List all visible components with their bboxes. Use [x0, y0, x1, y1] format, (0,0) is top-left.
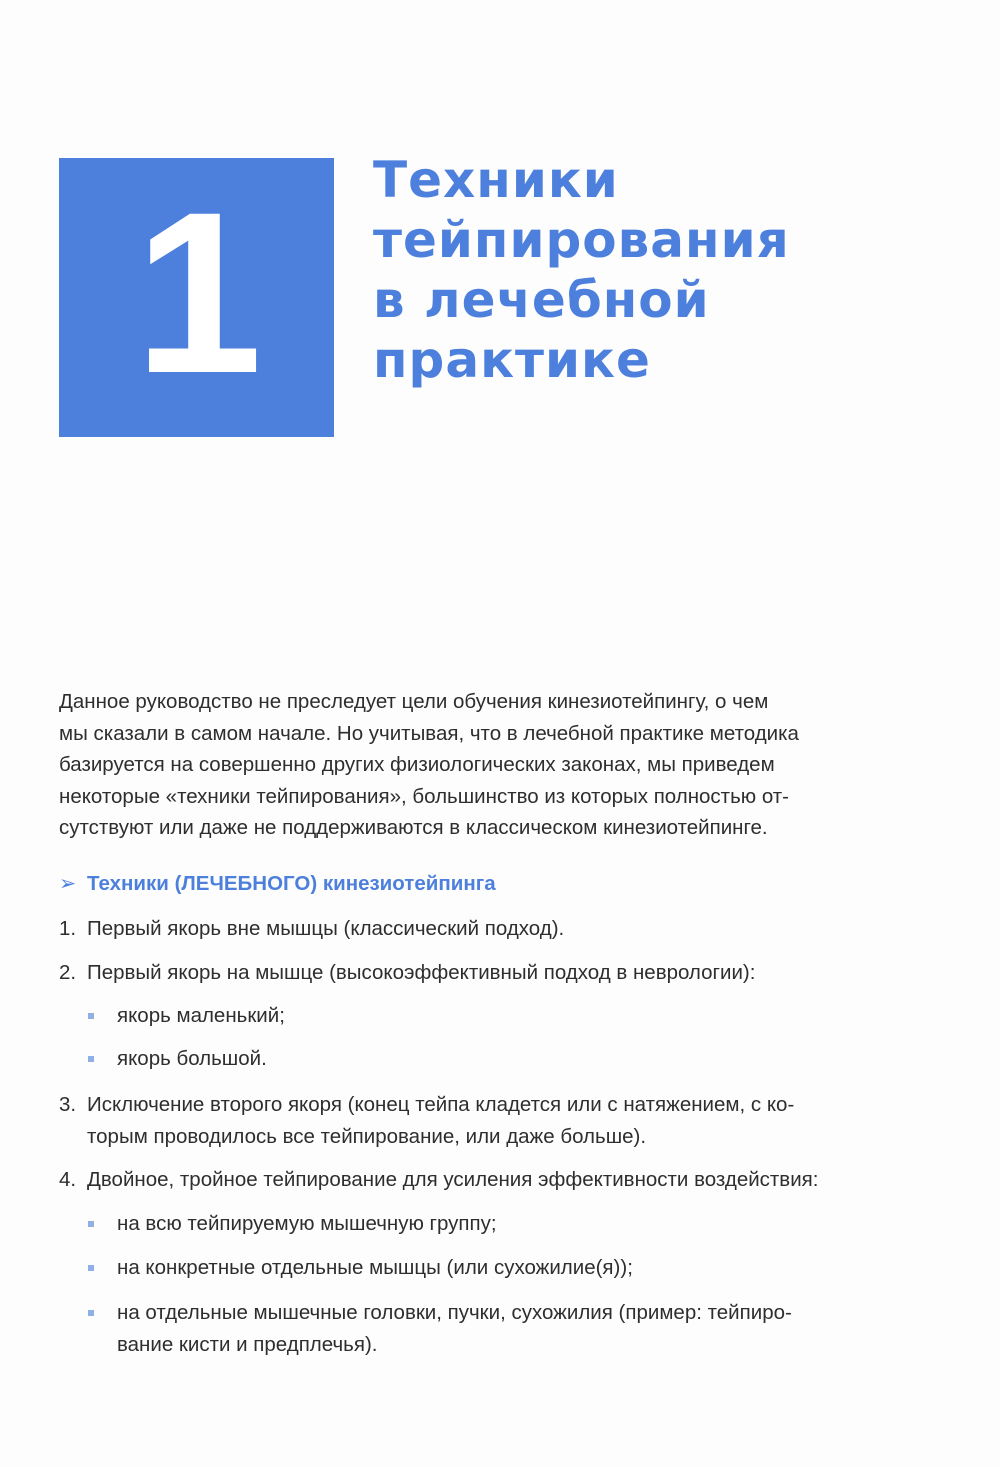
list-item-3: [59, 1089, 868, 1153]
intro-line: мы сказали в самом начале. Но учитывая, что в лечебной практике методика: [59, 721, 799, 745]
bullet-line: на отдельные мышечные головки, пучки, сухожилия (пример: тейпиро-: [117, 1301, 792, 1324]
intro-line: базируется на совершенно других физиологических законах, мы приведем: [59, 753, 775, 776]
square-bullet-icon: [88, 1221, 94, 1227]
list-item-line: Двойное, тройное тейпирование для усиления эффективности воздействия:: [87, 1168, 819, 1191]
chevron-right-icon: ➢: [59, 872, 77, 895]
list-item-text: [87, 957, 868, 989]
chapter-title: [373, 150, 933, 390]
bullet-line: на всю тейпируемую мышечную группу;: [117, 1212, 497, 1235]
list-item-text: [87, 1164, 868, 1196]
bullet-line: якорь большой.: [117, 1047, 267, 1070]
bullet-item: [88, 1252, 868, 1284]
square-bullet-icon: [88, 1310, 94, 1316]
intro-line: некоторые «техники тейпирования», большинство из которых полностью от-: [59, 784, 789, 808]
chapter-title-line: практике: [373, 331, 651, 389]
list-item-line: торым проводилось все тейпирование, или даже больше).: [87, 1125, 647, 1148]
bullet-item: [88, 1043, 868, 1075]
list-item-text: [87, 1089, 868, 1153]
list-item-2: [59, 957, 868, 989]
list-item-line: Исключение второго якоря (конец тейпа кладется или с натяжением, с ко-: [87, 1093, 795, 1116]
bullet-item: [88, 1000, 868, 1032]
section-heading-text: Техники (ЛЕЧЕБНОГО) кинезиотейпинга: [87, 872, 496, 895]
bullet-line: вание кисти и предплечья).: [117, 1333, 378, 1356]
list-item-1: [59, 913, 868, 945]
square-bullet-icon: [88, 1056, 94, 1062]
list-item-number: 2.: [59, 961, 77, 984]
list-item-4: [59, 1164, 868, 1196]
chapter-title-line: Техники: [373, 151, 619, 209]
list-item-line: Первый якорь вне мышцы (классический подход).: [87, 917, 565, 940]
bullet-text: [117, 1043, 868, 1075]
section-heading: [59, 869, 496, 899]
square-bullet-icon: [88, 1013, 94, 1019]
square-bullet-icon: [88, 1265, 94, 1271]
intro-line: Данное руководство не преследует цели обучения кинезиотейпингу, о чем: [59, 690, 769, 713]
chapter-title-line: тейпирования: [373, 211, 790, 269]
list-item-number: 1.: [59, 917, 77, 940]
chapter-number: 1: [134, 164, 259, 421]
bullet-text: [117, 1297, 868, 1361]
bullet-text: [117, 1252, 868, 1284]
list-item-number: 4.: [59, 1168, 77, 1191]
bullet-text: [117, 1208, 868, 1240]
list-item-text: [87, 913, 868, 945]
chapter-title-line: в лечебной: [373, 271, 710, 329]
bullet-item: [88, 1297, 868, 1361]
bullet-text: [117, 1000, 868, 1032]
intro-paragraph: [59, 686, 868, 844]
bullet-item: [88, 1208, 868, 1240]
list-item-number: 3.: [59, 1093, 77, 1116]
bullet-line: на конкретные отдельные мышцы (или сухожилие(я));: [117, 1256, 633, 1279]
bullet-line: якорь маленький;: [117, 1004, 285, 1027]
list-item-line: Первый якорь на мышце (высокоэффективный подход в неврологии):: [87, 961, 756, 984]
intro-line: сутствуют или даже не поддерживаются в классическом кинезиотейпинге.: [59, 816, 768, 839]
chapter-number-box: [59, 158, 334, 437]
